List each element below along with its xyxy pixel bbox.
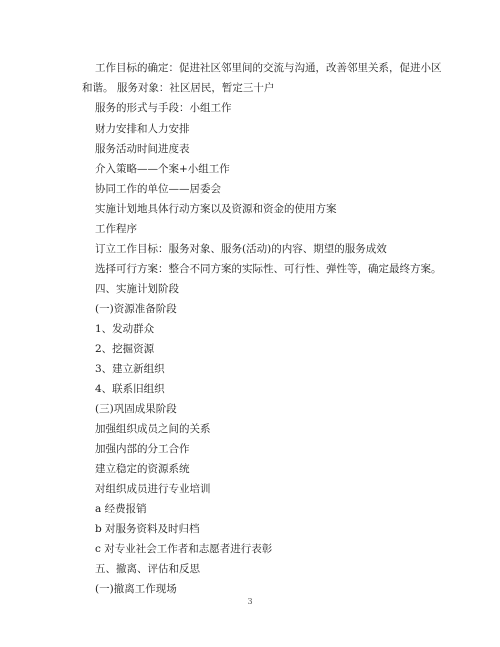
text-line: 工作目标的确定：促进社区邻里间的交流与沟通，改善邻里关系，促进小区 xyxy=(95,62,442,74)
section-heading: 五、撤离、评估和反思 xyxy=(95,563,200,575)
text-line: 介入策略——个案+小组工作 xyxy=(95,163,230,175)
text-line: 服务活动时间进度表 xyxy=(95,143,190,155)
text-line: 建立稳定的资源系统 xyxy=(95,463,190,475)
subsection-heading: (一)撤离工作现场 xyxy=(95,583,177,595)
list-item: c 对专业社会工作者和志愿者进行表彰 xyxy=(95,543,273,555)
text-line: 加强组织成员之间的关系 xyxy=(95,423,211,435)
text-line: 服务的形式与手段：小组工作 xyxy=(95,102,232,114)
text-line: 和谐。 服务对象：社区居民，暂定三十户 xyxy=(82,82,275,94)
subsection-heading: (一)资源准备阶段 xyxy=(95,303,177,315)
list-item: a 经费报销 xyxy=(95,503,147,515)
text-line: 财力安排和人力安排 xyxy=(95,123,190,135)
list-item: 1、发动群众 xyxy=(95,323,155,335)
text-line: 对组织成员进行专业培训 xyxy=(95,483,211,495)
text-line: 加强内部的分工合作 xyxy=(95,443,190,455)
page-number: 3 xyxy=(247,597,253,606)
list-item: 4、联系旧组织 xyxy=(95,383,165,395)
subsection-heading: (三)巩固成果阶段 xyxy=(95,403,177,415)
text-line: 订立工作目标：服务对象、服务(活动)的内容、期望的服务成效 xyxy=(95,243,387,255)
text-line: 实施计划地具体行动方案以及资源和资金的使用方案 xyxy=(95,203,337,215)
list-item: 3、建立新组织 xyxy=(95,363,165,375)
list-item: b 对服务资料及时归档 xyxy=(95,523,200,535)
text-line: 协同工作的单位——居委会 xyxy=(95,183,221,195)
section-heading: 四、实施计划阶段 xyxy=(95,283,179,295)
text-line: 选择可行方案：整合不同方案的实际性、可行性、弹性等，确定最终方案。 xyxy=(95,263,442,275)
list-item: 2、挖掘资源 xyxy=(95,343,155,355)
text-line: 工作程序 xyxy=(95,223,137,235)
